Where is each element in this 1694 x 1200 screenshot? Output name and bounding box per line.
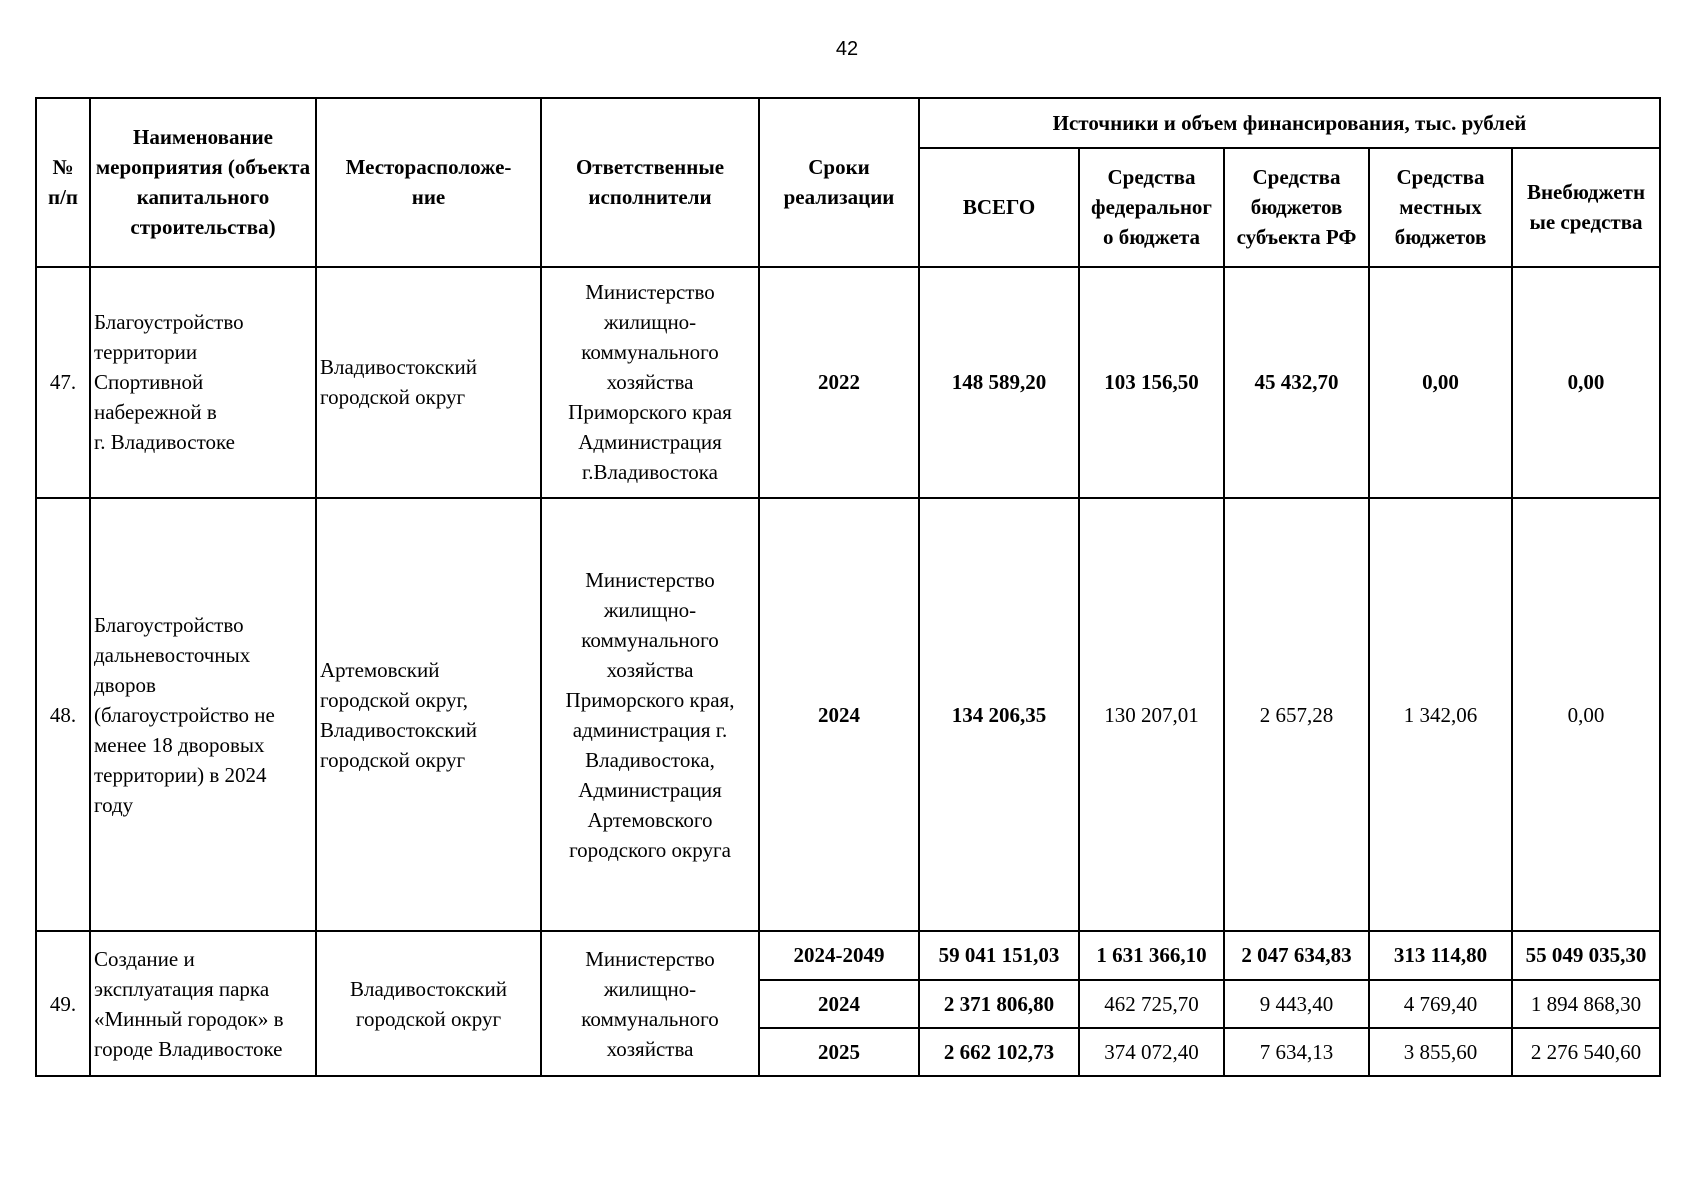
row-location: Артемовский городской округ, Владивостокский городской округ	[316, 498, 541, 932]
header-location: Месторасположе- ние	[316, 98, 541, 267]
header-name: Наименование мероприятия (объекта капитального строительства)	[90, 98, 316, 267]
row-total: 59 041 151,03	[919, 931, 1079, 979]
row-local: 3 855,60	[1369, 1028, 1512, 1076]
row-extra: 1 894 868,30	[1512, 980, 1660, 1028]
row-federal: 130 207,01	[1079, 498, 1224, 932]
row-subject: 7 634,13	[1224, 1028, 1369, 1076]
row-name: Благоустройство дальневосточных дворов (благоустройство не менее 18 дворовых территории) в 2024 году	[90, 498, 316, 932]
row-name: Благоустройство территории Спортивной набережной в г. Владивостоке	[90, 267, 316, 498]
row-federal: 1 631 366,10	[1079, 931, 1224, 979]
header-terms: Сроки реализации	[759, 98, 919, 267]
row-local: 313 114,80	[1369, 931, 1512, 979]
header-row-1	[36, 98, 1660, 148]
row-federal: 374 072,40	[1079, 1028, 1224, 1076]
row-subject: 2 047 634,83	[1224, 931, 1369, 979]
table-row	[36, 498, 1660, 932]
row-location: Владивостокский городской округ	[316, 931, 541, 1076]
row-total: 134 206,35	[919, 498, 1079, 932]
row-total: 148 589,20	[919, 267, 1079, 498]
row-num: 48.	[36, 498, 90, 932]
row-total: 2 662 102,73	[919, 1028, 1079, 1076]
row-term: 2024	[759, 980, 919, 1028]
row-federal: 103 156,50	[1079, 267, 1224, 498]
header-total: ВСЕГО	[919, 148, 1079, 266]
row-extra: 0,00	[1512, 267, 1660, 498]
row-extra: 0,00	[1512, 498, 1660, 932]
page-number: 42	[835, 38, 859, 60]
row-term: 2025	[759, 1028, 919, 1076]
row-name: Создание и эксплуатация парка «Минный городок» в городе Владивостоке	[90, 931, 316, 1076]
row-num: 49.	[36, 931, 90, 1076]
row-extra: 55 049 035,30	[1512, 931, 1660, 979]
header-num: № п/п	[36, 98, 90, 267]
header-funding-group: Источники и объем финансирования, тыс. рублей	[919, 98, 1660, 148]
row-term: 2024-2049	[759, 931, 919, 979]
row-term: 2022	[759, 267, 919, 498]
row-extra: 2 276 540,60	[1512, 1028, 1660, 1076]
row-term: 2024	[759, 498, 919, 932]
row-local: 1 342,06	[1369, 498, 1512, 932]
row-subject: 2 657,28	[1224, 498, 1369, 932]
header-responsible: Ответственные исполнители	[541, 98, 759, 267]
header-local: Средства местных бюджетов	[1369, 148, 1512, 266]
row-responsible: Министерство жилищно- коммунального хозяйства Приморского края Администрация г.Владивостока	[541, 267, 759, 498]
table-row	[36, 931, 1660, 979]
header-federal: Средства федеральног о бюджета	[1079, 148, 1224, 266]
row-federal: 462 725,70	[1079, 980, 1224, 1028]
row-num: 47.	[36, 267, 90, 498]
row-local: 4 769,40	[1369, 980, 1512, 1028]
header-extra: Внебюджетн ые средства	[1512, 148, 1660, 266]
row-responsible: Министерство жилищно- коммунального хозяйства	[541, 931, 759, 1076]
header-subject: Средства бюджетов субъекта РФ	[1224, 148, 1369, 266]
row-location: Владивостокский городской округ	[316, 267, 541, 498]
financing-table	[35, 97, 1661, 1077]
table-row	[36, 267, 1660, 498]
row-local: 0,00	[1369, 267, 1512, 498]
row-total: 2 371 806,80	[919, 980, 1079, 1028]
row-subject: 45 432,70	[1224, 267, 1369, 498]
row-subject: 9 443,40	[1224, 980, 1369, 1028]
row-responsible: Министерство жилищно- коммунального хозяйства Приморского края, администрация г. Владивостока, Администрация Артемовского городского округа	[541, 498, 759, 932]
